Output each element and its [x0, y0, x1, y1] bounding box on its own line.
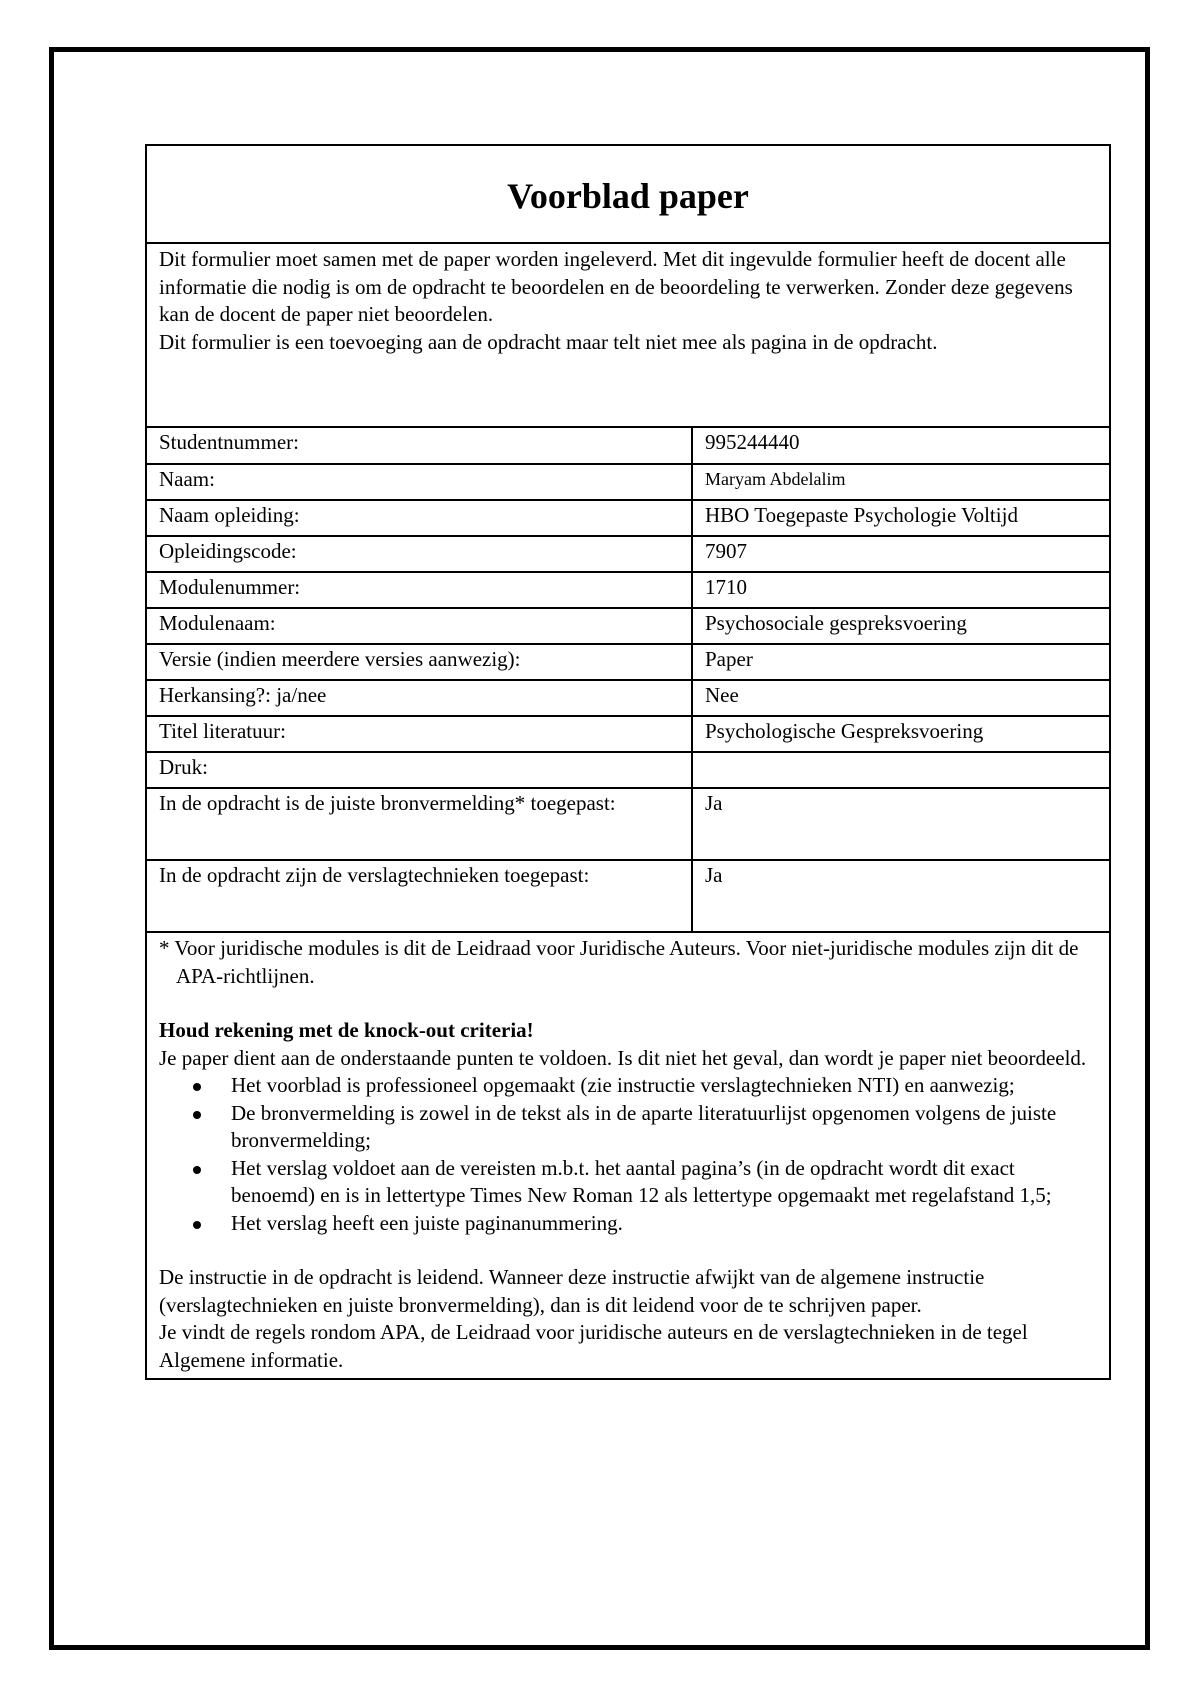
field-label: Herkansing?: ja/nee	[147, 680, 692, 716]
knockout-heading: Houd rekening met de knock-out criteria!	[159, 1018, 534, 1042]
field-value: Maryam Abdelalim	[692, 464, 1109, 500]
criteria-item	[159, 1210, 1097, 1238]
criteria-item	[159, 1155, 1097, 1210]
bullet-icon	[193, 1221, 201, 1229]
criteria-item	[159, 1072, 1097, 1100]
field-row-bronvermelding	[147, 788, 1109, 860]
field-value: 995244440	[692, 428, 1109, 464]
field-label: Naam opleiding:	[147, 500, 692, 536]
field-row-naam-opleiding	[147, 500, 1109, 536]
field-row-modulenummer	[147, 572, 1109, 608]
field-label: Studentnummer:	[147, 428, 692, 464]
spacer	[159, 990, 1097, 1017]
field-value: HBO Toegepaste Psychologie Voltijd	[692, 500, 1109, 536]
field-value	[692, 752, 1109, 788]
fields-table	[147, 428, 1109, 933]
criteria-text: Het verslag heeft een juiste paginanummering.	[231, 1210, 623, 1235]
closing-paragraph-2: Je vindt de regels rondom APA, de Leidraad voor juridische auteurs en de verslagtechnieken in de tegel Algemene informatie.	[159, 1320, 1028, 1372]
field-row-titel-literatuur	[147, 716, 1109, 752]
intro-paragraph-2: Dit formulier is een toevoeging aan de opdracht maar telt niet mee als pagina in de opdracht.	[159, 329, 938, 354]
title-cell	[147, 146, 1109, 244]
intro-paragraph-1: Dit formulier moet samen met de paper worden ingeleverd. Met dit ingevulde formulier heeft de docent alle informatie die nodig is om de opdracht te beoordelen en de beoordeling te verwerken. Zonder deze gegevens kan de docent de paper niet beoordelen.	[159, 247, 1073, 326]
field-value: Ja	[692, 788, 1109, 860]
bullet-icon	[193, 1111, 201, 1119]
field-row-druk	[147, 752, 1109, 788]
field-label: In de opdracht is de juiste bronvermelding* toegepast:	[147, 788, 692, 860]
field-row-herkansing	[147, 680, 1109, 716]
field-row-modulenaam	[147, 608, 1109, 644]
field-row-versie	[147, 644, 1109, 680]
knockout-intro: Je paper dient aan de onderstaande punten te voldoen. Is dit niet het geval, dan wordt je paper niet beoordeeld.	[159, 1045, 1087, 1070]
field-value: 7907	[692, 536, 1109, 572]
field-row-studentnummer	[147, 428, 1109, 464]
page-title: Voorblad paper	[507, 176, 749, 216]
criteria-list	[159, 1072, 1097, 1237]
field-row-verslagtechnieken	[147, 860, 1109, 932]
footnote: * Voor juridische modules is dit de Leidraad voor Juridische Auteurs. Voor niet-juridische modules zijn dit de APA-richtlijnen.	[159, 936, 1079, 988]
field-label: In de opdracht zijn de verslagtechnieken toegepast:	[147, 860, 692, 932]
field-value: Psychologische Gespreksvoering	[692, 716, 1109, 752]
cover-sheet-form	[145, 144, 1111, 1380]
notes-cell	[147, 933, 1109, 1378]
field-value: Ja	[692, 860, 1109, 932]
closing-paragraph-1: De instructie in de opdracht is leidend. Wanneer deze instructie afwijkt van de algemene instructie (verslagtechnieken en juiste bronvermelding), dan is dit leidend voor de te schrijven paper.	[159, 1265, 985, 1317]
field-value: Psychosociale gespreksvoering	[692, 608, 1109, 644]
criteria-text: Het voorblad is professioneel opgemaakt (zie instructie verslagtechnieken NTI) en aanwezig;	[231, 1073, 1015, 1097]
field-row-opleidingscode	[147, 536, 1109, 572]
field-label: Modulenummer:	[147, 572, 692, 608]
field-label: Versie (indien meerdere versies aanwezig):	[147, 644, 692, 680]
field-label: Druk:	[147, 752, 692, 788]
field-label: Titel literatuur:	[147, 716, 692, 752]
field-value: 1710	[692, 572, 1109, 608]
criteria-text: Het verslag voldoet aan de vereisten m.b.t. het aantal pagina’s (in de opdracht wordt dit exact benoemd) en is in lettertype Times New Roman 12 als lettertype opgemaakt met regelafstand 1,5;	[231, 1155, 1052, 1207]
field-value: Nee	[692, 680, 1109, 716]
spacer	[159, 1237, 1097, 1264]
field-value: Paper	[692, 644, 1109, 680]
intro-cell	[147, 244, 1109, 428]
field-label: Opleidingscode:	[147, 536, 692, 572]
field-label: Naam:	[147, 464, 692, 500]
bullet-icon	[193, 1083, 201, 1091]
bullet-icon	[193, 1166, 201, 1174]
criteria-text: De bronvermelding is zowel in de tekst als in de aparte literatuurlijst opgenomen volgens de juiste bronvermelding;	[231, 1100, 1057, 1152]
field-label: Modulenaam:	[147, 608, 692, 644]
criteria-item	[159, 1100, 1097, 1155]
field-row-naam	[147, 464, 1109, 500]
